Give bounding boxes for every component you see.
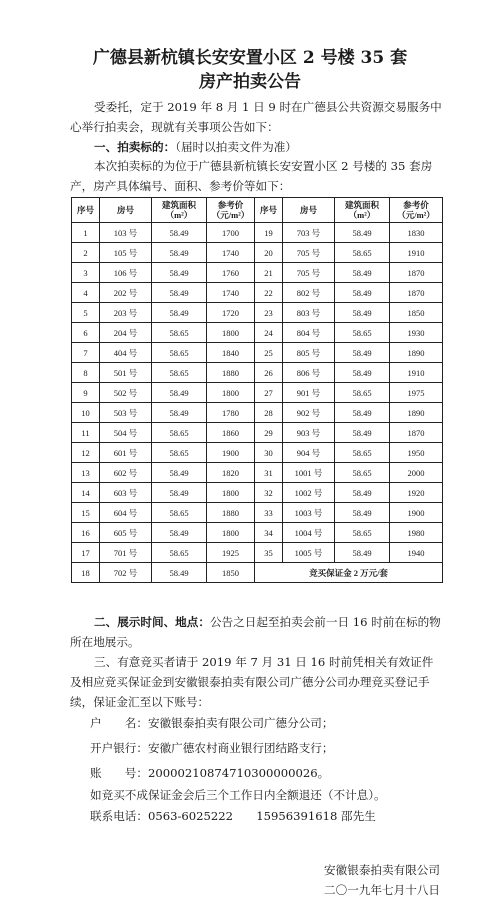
section1-description: 本次拍卖标的为位于广德县新杭镇长安安置小区 2 号楼的 35 套房产，房产具体编号、面积、参考价等如下： xyxy=(70,159,433,193)
section2-paragraph xyxy=(70,612,442,652)
cell-area: 58.65 xyxy=(152,543,207,563)
cell-no: 2 xyxy=(72,243,100,263)
cell-no: 21 xyxy=(255,263,283,283)
cell-no: 35 xyxy=(255,543,283,563)
table-row xyxy=(72,483,443,503)
table-row xyxy=(72,563,443,583)
cell-area: 58.65 xyxy=(152,363,207,383)
cell-no: 12 xyxy=(72,443,100,463)
cell-no: 3 xyxy=(72,263,100,283)
section1-note: （届时以拍卖文件为准） xyxy=(175,140,297,154)
notice-title-line1: 广德县新杭镇长安安置小区 2 号楼 35 套 xyxy=(92,48,408,68)
notice-title-line2: 房产拍卖公告 xyxy=(199,72,301,92)
cell-area: 58.65 xyxy=(335,443,390,463)
cell-room: 602 号 xyxy=(100,463,152,483)
cell-price: 1860 xyxy=(207,423,255,443)
cell-price: 1850 xyxy=(207,563,255,583)
header-area: 建筑面积（m²） xyxy=(335,198,390,223)
cell-area: 58.49 xyxy=(335,263,390,283)
cell-price: 1870 xyxy=(390,263,443,283)
cell-area: 58.65 xyxy=(152,423,207,443)
section1-heading: 一、拍卖标的： xyxy=(94,140,176,154)
cell-room: 804 号 xyxy=(283,323,335,343)
cell-area: 58.49 xyxy=(335,363,390,383)
cell-room: 902 号 xyxy=(283,403,335,423)
cell-area: 58.49 xyxy=(335,483,390,503)
cell-price: 1800 xyxy=(207,383,255,403)
header-area: 建筑面积（m²） xyxy=(152,198,207,223)
cell-price: 1880 xyxy=(207,503,255,523)
cell-room: 904 号 xyxy=(283,443,335,463)
cell-area: 58.65 xyxy=(152,503,207,523)
cell-price: 1870 xyxy=(390,423,443,443)
account-name: 户 名：安徽银泰拍卖有限公司广德分公司； xyxy=(90,716,334,730)
table-row xyxy=(72,343,443,363)
table-row xyxy=(72,283,443,303)
table-row xyxy=(72,323,443,343)
account-number: 账 号：20000210874710300000026。 xyxy=(90,766,330,780)
cell-area: 58.49 xyxy=(152,523,207,543)
header-room: 房号 xyxy=(100,198,152,223)
cell-area: 58.65 xyxy=(152,443,207,463)
cell-area: 58.65 xyxy=(335,243,390,263)
cell-no: 8 xyxy=(72,363,100,383)
cell-room: 106 号 xyxy=(100,263,152,283)
cell-area: 58.65 xyxy=(152,343,207,363)
cell-price: 1890 xyxy=(390,343,443,363)
cell-area: 58.49 xyxy=(152,263,207,283)
cell-area: 58.49 xyxy=(152,383,207,403)
cell-price: 1880 xyxy=(207,363,255,383)
cell-room: 705 号 xyxy=(283,243,335,263)
table-row xyxy=(72,363,443,383)
cell-room: 803 号 xyxy=(283,303,335,323)
cell-price: 1740 xyxy=(207,283,255,303)
cell-no: 28 xyxy=(255,403,283,423)
deposit-note: 竞买保证金 2 万元/套 xyxy=(255,563,443,583)
table-row xyxy=(72,223,443,243)
cell-no: 31 xyxy=(255,463,283,483)
cell-area: 58.49 xyxy=(335,403,390,423)
cell-no: 9 xyxy=(72,383,100,403)
cell-price: 1900 xyxy=(207,443,255,463)
cell-price: 1740 xyxy=(207,243,255,263)
cell-room: 806 号 xyxy=(283,363,335,383)
cell-price: 1900 xyxy=(390,503,443,523)
cell-price: 1800 xyxy=(207,523,255,543)
table-row xyxy=(72,503,443,523)
cell-no: 25 xyxy=(255,343,283,363)
cell-price: 1780 xyxy=(207,403,255,423)
signature-date: 二〇一九年七月十八日 xyxy=(324,883,440,897)
cell-area: 58.49 xyxy=(152,483,207,503)
section2-heading: 二、展示时间、地点： xyxy=(94,615,210,629)
cell-no: 19 xyxy=(255,223,283,243)
cell-no: 5 xyxy=(72,303,100,323)
cell-price: 1850 xyxy=(390,303,443,323)
table-row xyxy=(72,303,443,323)
cell-price: 1930 xyxy=(390,323,443,343)
cell-room: 1003 号 xyxy=(283,503,335,523)
cell-price: 1820 xyxy=(207,463,255,483)
header-no: 序号 xyxy=(72,198,100,223)
cell-room: 503 号 xyxy=(100,403,152,423)
section1-line xyxy=(70,137,442,157)
cell-area: 58.49 xyxy=(152,403,207,423)
cell-room: 502 号 xyxy=(100,383,152,403)
cell-no: 18 xyxy=(72,563,100,583)
intro-paragraph: 受委托，定于 2019 年 8 月 1 日 9 时在广德县公共资源交易服务中心举行拍卖会，现就有关事项公告如下： xyxy=(70,100,442,134)
cell-price: 1980 xyxy=(390,523,443,543)
header-room: 房号 xyxy=(283,198,335,223)
cell-no: 4 xyxy=(72,283,100,303)
cell-area: 58.49 xyxy=(335,303,390,323)
cell-no: 33 xyxy=(255,503,283,523)
cell-price: 1800 xyxy=(207,483,255,503)
section3-paragraph: 三、有意竞买者请于 2019 年 7 月 31 日 16 时前凭相关有效证件及相应竞买保证金到安徽银泰拍卖有限公司广德分公司办理竞买登记手续，保证金汇至以下账号： xyxy=(70,655,434,709)
cell-no: 30 xyxy=(255,443,283,463)
cell-price: 1760 xyxy=(207,263,255,283)
table-row xyxy=(72,543,443,563)
table-row xyxy=(72,383,443,403)
property-table xyxy=(71,197,443,583)
cell-area: 58.49 xyxy=(335,503,390,523)
account-bank: 开户银行：安徽广德农村商业银行团结路支行； xyxy=(90,741,334,755)
table-row xyxy=(72,263,443,283)
cell-price: 1920 xyxy=(390,483,443,503)
table-row xyxy=(72,243,443,263)
cell-no: 1 xyxy=(72,223,100,243)
cell-room: 105 号 xyxy=(100,243,152,263)
table-row xyxy=(72,443,443,463)
cell-room: 605 号 xyxy=(100,523,152,543)
cell-price: 1925 xyxy=(207,543,255,563)
cell-no: 22 xyxy=(255,283,283,303)
cell-area: 58.49 xyxy=(335,543,390,563)
signature-company: 安徽银泰拍卖有限公司 xyxy=(324,863,440,877)
cell-price: 1950 xyxy=(390,443,443,463)
header-no: 序号 xyxy=(255,198,283,223)
table-row xyxy=(72,423,443,443)
cell-no: 16 xyxy=(72,523,100,543)
cell-room: 103 号 xyxy=(100,223,152,243)
table-body xyxy=(72,223,443,583)
section2-text: 公告之日起至拍卖会前一日 16 时前在标的物所在地展示。 xyxy=(70,615,441,649)
table-row xyxy=(72,463,443,483)
table-row xyxy=(72,523,443,543)
cell-no: 20 xyxy=(255,243,283,263)
cell-price: 1720 xyxy=(207,303,255,323)
cell-no: 11 xyxy=(72,423,100,443)
cell-area: 58.65 xyxy=(335,383,390,403)
cell-price: 1830 xyxy=(390,223,443,243)
cell-room: 1001 号 xyxy=(283,463,335,483)
cell-area: 58.49 xyxy=(335,223,390,243)
cell-room: 404 号 xyxy=(100,343,152,363)
cell-room: 705 号 xyxy=(283,263,335,283)
cell-area: 58.49 xyxy=(152,303,207,323)
cell-price: 1890 xyxy=(390,403,443,423)
cell-area: 58.65 xyxy=(152,323,207,343)
cell-area: 58.49 xyxy=(335,283,390,303)
cell-price: 1870 xyxy=(390,283,443,303)
cell-no: 27 xyxy=(255,383,283,403)
cell-no: 26 xyxy=(255,363,283,383)
cell-price: 1700 xyxy=(207,223,255,243)
cell-no: 7 xyxy=(72,343,100,363)
cell-no: 13 xyxy=(72,463,100,483)
cell-price: 1910 xyxy=(390,243,443,263)
cell-no: 6 xyxy=(72,323,100,343)
cell-price: 1840 xyxy=(207,343,255,363)
cell-price: 1800 xyxy=(207,323,255,343)
header-price: 参考价（元/m²） xyxy=(207,198,255,223)
cell-room: 903 号 xyxy=(283,423,335,443)
cell-room: 204 号 xyxy=(100,323,152,343)
cell-room: 703 号 xyxy=(283,223,335,243)
cell-room: 601 号 xyxy=(100,443,152,463)
cell-room: 701 号 xyxy=(100,543,152,563)
cell-area: 58.65 xyxy=(335,323,390,343)
cell-no: 34 xyxy=(255,523,283,543)
cell-room: 1002 号 xyxy=(283,483,335,503)
cell-room: 901 号 xyxy=(283,383,335,403)
cell-area: 58.49 xyxy=(152,463,207,483)
table-row xyxy=(72,403,443,423)
cell-no: 10 xyxy=(72,403,100,423)
table-header-row xyxy=(72,198,443,223)
cell-price: 1940 xyxy=(390,543,443,563)
cell-area: 58.49 xyxy=(152,243,207,263)
cell-no: 24 xyxy=(255,323,283,343)
cell-area: 58.49 xyxy=(152,223,207,243)
cell-area: 58.49 xyxy=(152,283,207,303)
cell-price: 1910 xyxy=(390,363,443,383)
cell-room: 1005 号 xyxy=(283,543,335,563)
cell-room: 702 号 xyxy=(100,563,152,583)
refund-note: 如竞买不成保证金会后三个工作日内全额退还（不计息）。 xyxy=(90,788,386,802)
cell-area: 58.65 xyxy=(335,523,390,543)
cell-room: 805 号 xyxy=(283,343,335,363)
cell-no: 32 xyxy=(255,483,283,503)
cell-room: 603 号 xyxy=(100,483,152,503)
cell-no: 29 xyxy=(255,423,283,443)
cell-area: 58.49 xyxy=(152,563,207,583)
cell-room: 604 号 xyxy=(100,503,152,523)
cell-no: 14 xyxy=(72,483,100,503)
cell-price: 1975 xyxy=(390,383,443,403)
cell-no: 17 xyxy=(72,543,100,563)
cell-room: 203 号 xyxy=(100,303,152,323)
cell-no: 23 xyxy=(255,303,283,323)
cell-price: 2000 xyxy=(390,463,443,483)
cell-room: 504 号 xyxy=(100,423,152,443)
cell-room: 1004 号 xyxy=(283,523,335,543)
cell-no: 15 xyxy=(72,503,100,523)
cell-area: 58.49 xyxy=(335,343,390,363)
cell-room: 802 号 xyxy=(283,283,335,303)
header-price: 参考价（元/m²） xyxy=(390,198,443,223)
cell-area: 58.49 xyxy=(335,423,390,443)
cell-area: 58.65 xyxy=(335,463,390,483)
cell-room: 501 号 xyxy=(100,363,152,383)
cell-room: 202 号 xyxy=(100,283,152,303)
contact-phone: 联系电话：0563-6025222 15956391618 邵先生 xyxy=(90,809,376,823)
